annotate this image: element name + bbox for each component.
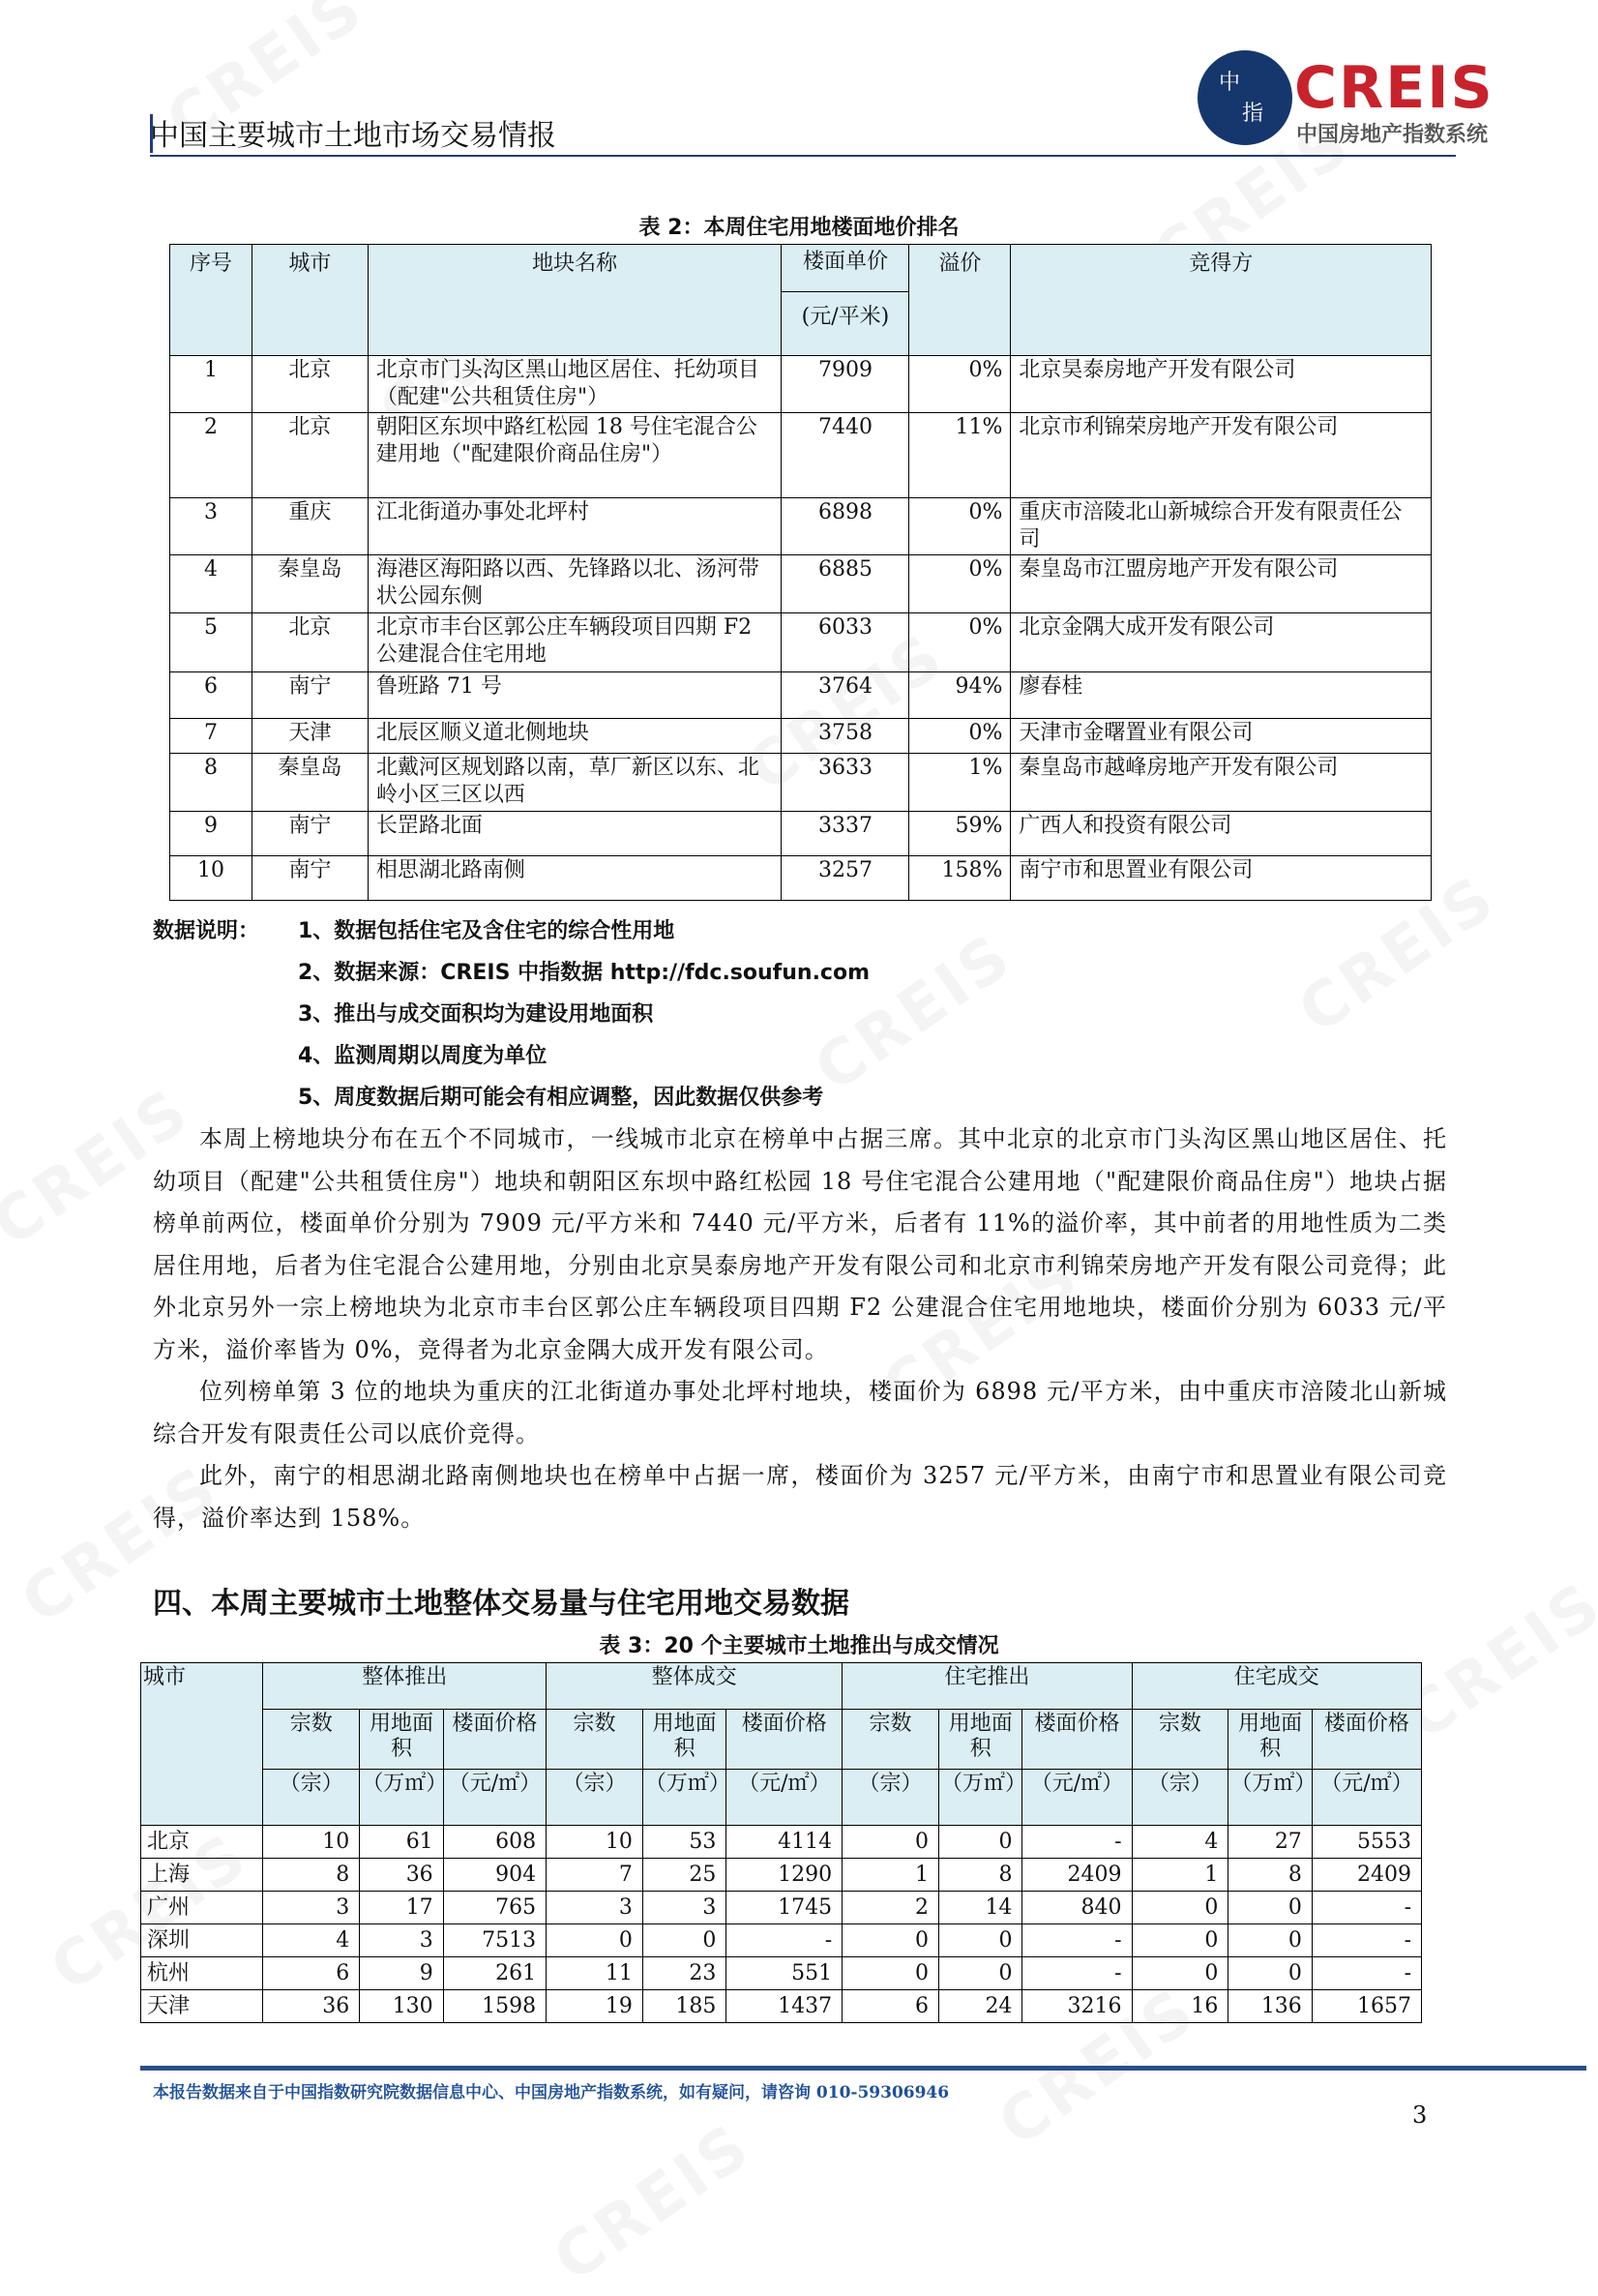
paragraph: 本周上榜地块分布在五个不同城市，一线城市北京在榜单中占据三席。其中北京的北京市门头沟区黑山地区居住、托幼项目（配建"公共租赁住房"）地块和朝阳区东坝中路红松园 18 号住宅混合公建用地（"配建限价商品住房"）地块占据榜单前两位，楼面单价分别为 7909 元/平方米和 7440 元/平方米，后者有 11%的溢价率，其中前者的用地性质为二类居住用地，后者为住宅混合公建用地，分别由北京昊泰房地产开发有限公司和北京市利锦荣房地产开发有限公司竞得；此外北京另外一宗上榜地块为北京市丰台区郭公庄车辆段项目四期 F2 公建混合住宅用地地块，楼面价分别为 6033 元/平方米，溢价率皆为 0%，竞得者为北京金隅大成开发有限公司。 xyxy=(153,1125,1447,1363)
table-row: 5 北京 北京市丰台区郭公庄车辆段项目四期 F2 公建混合住宅用地 6033 0% 北京金隅大成开发有限公司 xyxy=(170,613,1432,672)
table3-value-cell: 17 xyxy=(360,1892,443,1924)
table3-value-cell: 1290 xyxy=(726,1859,843,1892)
table3-value-cell: 7 xyxy=(547,1859,643,1892)
table3-value-cell: - xyxy=(1312,1892,1421,1924)
table3-value-cell: 551 xyxy=(726,1957,843,1990)
table3-value-cell: 14 xyxy=(938,1892,1021,1924)
table3-value-cell: 4 xyxy=(1132,1826,1228,1859)
section-title: 四、本周主要城市土地整体交易量与住宅用地交易数据 xyxy=(153,1587,849,1621)
table3-value-cell: 53 xyxy=(642,1826,725,1859)
table3-city-cell: 杭州 xyxy=(141,1957,263,1990)
table3-value-cell: 1 xyxy=(1132,1859,1228,1892)
table3-value-cell: 8 xyxy=(938,1859,1021,1892)
table3-caption: 表 3：20 个主要城市土地推出与成交情况 xyxy=(599,1634,999,1658)
note-item: 3、推出与成交面积均为建设用地面积 xyxy=(298,1002,654,1027)
table3-value-cell: 0 xyxy=(547,1924,643,1957)
table3-value-cell: 0 xyxy=(1228,1957,1312,1990)
table3-value-cell: 3 xyxy=(547,1892,643,1924)
logo-subtitle: 中国房地产指数系统 xyxy=(1296,123,1489,147)
table2-header-premium: 溢价 xyxy=(909,245,1011,356)
table3-value-cell: 261 xyxy=(443,1957,546,1990)
table2-residential-price-ranking xyxy=(169,244,1432,901)
table3-value-cell: 5553 xyxy=(1312,1826,1421,1859)
table3-value-cell: 11 xyxy=(547,1957,643,1990)
table3-value-cell: 8 xyxy=(1228,1859,1312,1892)
table3-value-cell: 16 xyxy=(1132,1990,1228,2023)
table3-value-cell: 0 xyxy=(938,1957,1021,1990)
table3-value-cell: 19 xyxy=(547,1990,643,2023)
table-row: 7 天津 北辰区顺义道北侧地块 3758 0% 天津市金曙置业有限公司 xyxy=(170,719,1432,754)
table3-value-cell: 9 xyxy=(360,1957,443,1990)
page-header-title: 中国主要城市土地市场交易情报 xyxy=(150,119,556,153)
table3-value-cell: 765 xyxy=(443,1892,546,1924)
table-row: 9 南宁 长罡路北面 3337 59% 广西人和投资有限公司 xyxy=(170,812,1432,856)
table-row xyxy=(141,1892,1422,1924)
table3-value-cell: 36 xyxy=(263,1990,360,2023)
table3-value-cell: 4114 xyxy=(726,1826,843,1859)
note-item: 1、数据包括住宅及含住宅的综合性用地 xyxy=(298,919,675,943)
creis-logo xyxy=(1198,50,1526,147)
data-notes-label: 数据说明： xyxy=(153,919,260,943)
table3-value-cell: 25 xyxy=(642,1859,725,1892)
page-number: 3 xyxy=(1412,2102,1428,2129)
table3-value-cell: 1598 xyxy=(443,1990,546,2023)
table3-value-cell: 0 xyxy=(642,1924,725,1957)
table-row: 6 南宁 鲁班路 71 号 3764 94% 廖春桂 xyxy=(170,672,1432,719)
note-item: 2、数据来源：CREIS 中指数据 http://fdc.soufun.com xyxy=(298,961,871,985)
table3-value-cell: 3 xyxy=(263,1892,360,1924)
table3-value-cell: 61 xyxy=(360,1826,443,1859)
table3-header-city: 城市 xyxy=(141,1663,263,1826)
table3-value-cell: 1437 xyxy=(726,1990,843,2023)
table3-value-cell: 0 xyxy=(843,1826,939,1859)
paragraph: 位列榜单第 3 位的地块为重庆的江北街道办事处北坪村地块，楼面价为 6898 元/平方米，由中重庆市涪陵北山新城综合开发有限责任公司以底价竞得。 xyxy=(153,1378,1447,1447)
table3-value-cell: 1657 xyxy=(1312,1990,1421,2023)
table3-city-cell: 北京 xyxy=(141,1826,263,1859)
table3-value-cell: 0 xyxy=(1132,1957,1228,1990)
logo-emblem-icon: 中 指 xyxy=(1198,50,1292,145)
table3-value-cell: 10 xyxy=(547,1826,643,1859)
table-row: 10 南宁 相思湖北路南侧 3257 158% 南宁市和思置业有限公司 xyxy=(170,856,1432,901)
table2-header-no: 序号 xyxy=(170,245,252,356)
table3-group-header: 住宅成交 xyxy=(1132,1663,1421,1710)
logo-wordmark: CREIS xyxy=(1294,54,1494,122)
table3-value-cell: 27 xyxy=(1228,1826,1312,1859)
table3-value-cell: 0 xyxy=(843,1957,939,1990)
table3-value-cell: 36 xyxy=(360,1859,443,1892)
table3-group-header: 住宅推出 xyxy=(843,1663,1132,1710)
table-row: 8 秦皇岛 北戴河区规划路以南，草厂新区以东、北岭小区三区以西 3633 1% 秦皇岛市越峰房地产开发有限公司 xyxy=(170,754,1432,812)
table3-city-cell: 广州 xyxy=(141,1892,263,1924)
table3-value-cell: 2 xyxy=(843,1892,939,1924)
table3-value-cell: 2409 xyxy=(1312,1859,1421,1892)
watermark xyxy=(542,2110,765,2296)
table3-city-cell: 深圳 xyxy=(141,1924,263,1957)
table2-header-city: 城市 xyxy=(252,245,368,356)
table3-value-cell: 24 xyxy=(938,1990,1021,2023)
table3-value-cell: 23 xyxy=(642,1957,725,1990)
footer-note: 本报告数据来自于中国指数研究院数据信息中心、中国房地产指数系统，如有疑问，请咨询 010-59306946 xyxy=(153,2083,950,2102)
table3-city-cell: 上海 xyxy=(141,1859,263,1892)
table3-value-cell: 0 xyxy=(1228,1892,1312,1924)
table3-group-header: 整体成交 xyxy=(547,1663,843,1710)
table3-value-cell: 6 xyxy=(843,1990,939,2023)
table3-city-land-transactions: 城市 整体推出 整体成交 住宅推出 住宅成交 宗数 用地面积 楼面价格 宗数 用地面积 楼面价格 宗数 用地面积 楼面价格 宗数 用地面积 楼面价格 （宗） （万㎡） （元/㎡） （宗） （万㎡） （元/㎡） （宗） （万㎡） （元/㎡） （宗） （万㎡） （元/㎡） 北京 10 61 608 10 53 4114 0 0 - 4 27 5553 上海 8 36 904 7 25 1290 1 8 2409 1 8 2409 广州 3 17 765 3 3 1745 2 14 840 0 0 - 深圳 4 3 7513 0 0 - 0 0 - 0 0 - 杭州 6 9 261 11 23 551 0 0 - 0 0 - 天津 36 130 1598 19 185 1437 6 24 3216 16 136 1657 xyxy=(140,1662,1422,2023)
table3-value-cell: 0 xyxy=(938,1826,1021,1859)
table3-group-header: 整体推出 xyxy=(263,1663,547,1710)
note-item: 5、周度数据后期可能会有相应调整，因此数据仅供参考 xyxy=(298,1086,824,1110)
table3-value-cell: - xyxy=(1022,1957,1132,1990)
table-row xyxy=(141,1957,1422,1990)
note-item: 4、监测周期以周度为单位 xyxy=(298,1044,547,1068)
table3-value-cell: 1745 xyxy=(726,1892,843,1924)
table3-value-cell: 7513 xyxy=(443,1924,546,1957)
table3-value-cell: 0 xyxy=(1132,1892,1228,1924)
table3-value-cell: - xyxy=(1022,1826,1132,1859)
table3-value-cell: - xyxy=(1312,1924,1421,1957)
table3-value-cell: - xyxy=(726,1924,843,1957)
table2-header-winner: 竞得方 xyxy=(1011,245,1432,356)
table-row xyxy=(141,1859,1422,1892)
table3-value-cell: - xyxy=(1022,1924,1132,1957)
table3-value-cell: 0 xyxy=(843,1924,939,1957)
table2-header-parcel: 地块名称 xyxy=(368,245,782,356)
table-row xyxy=(141,1826,1422,1859)
table3-value-cell: 3216 xyxy=(1022,1990,1132,2023)
table3-value-cell: - xyxy=(1312,1957,1421,1990)
table3-value-cell: 185 xyxy=(642,1990,725,2023)
footer-divider xyxy=(140,2066,1586,2071)
data-notes xyxy=(153,917,870,1125)
table3-value-cell: 0 xyxy=(938,1924,1021,1957)
table-row: 1 北京 北京市门头沟区黑山地区居住、托幼项目（配建"公共租赁住房"） 7909 0% 北京昊泰房地产开发有限公司 xyxy=(170,356,1432,413)
watermark xyxy=(1393,1568,1598,1754)
header-divider xyxy=(150,155,1456,157)
table-row: 2 北京 朝阳区东坝中路红松园 18 号住宅混合公建用地（"配建限价商品住房"） 7440 11% 北京市利锦荣房地产开发有限公司 xyxy=(170,413,1432,498)
table3-value-cell: 3 xyxy=(360,1924,443,1957)
table2-header-price: 楼面单价 (元/平米) xyxy=(782,245,909,356)
table3-value-cell: 3 xyxy=(642,1892,725,1924)
table3-value-cell: 1 xyxy=(843,1859,939,1892)
table-row xyxy=(141,1990,1422,2023)
table3-value-cell: 904 xyxy=(443,1859,546,1892)
table3-value-cell: 130 xyxy=(360,1990,443,2023)
table3-value-cell: 4 xyxy=(263,1924,360,1957)
table3-value-cell: 8 xyxy=(263,1859,360,1892)
table2-caption: 表 2：本周住宅用地楼面地价排名 xyxy=(638,216,960,240)
table3-value-cell: 136 xyxy=(1228,1990,1312,2023)
table3-value-cell: 840 xyxy=(1022,1892,1132,1924)
table3-value-cell: 608 xyxy=(443,1826,546,1859)
table3-value-cell: 0 xyxy=(1228,1924,1312,1957)
table3-value-cell: 6 xyxy=(263,1957,360,1990)
table3-value-cell: 10 xyxy=(263,1826,360,1859)
table-row: 4 秦皇岛 海港区海阳路以西、先锋路以北、汤河带状公园东侧 6885 0% 秦皇岛市江盟房地产开发有限公司 xyxy=(170,555,1432,613)
analysis-text xyxy=(153,1118,1447,1539)
table-row: 3 重庆 江北街道办事处北坪村 6898 0% 重庆市涪陵北山新城综合开发有限责任公司 xyxy=(170,498,1432,555)
table-row xyxy=(141,1924,1422,1957)
table3-city-cell: 天津 xyxy=(141,1990,263,2023)
paragraph: 此外，南宁的相思湖北路南侧地块也在榜单中占据一席，楼面价为 3257 元/平方米，由南宁市和思置业有限公司竞得，溢价率达到 158%。 xyxy=(153,1462,1447,1532)
table3-value-cell: 0 xyxy=(1132,1924,1228,1957)
table3-value-cell: 2409 xyxy=(1022,1859,1132,1892)
